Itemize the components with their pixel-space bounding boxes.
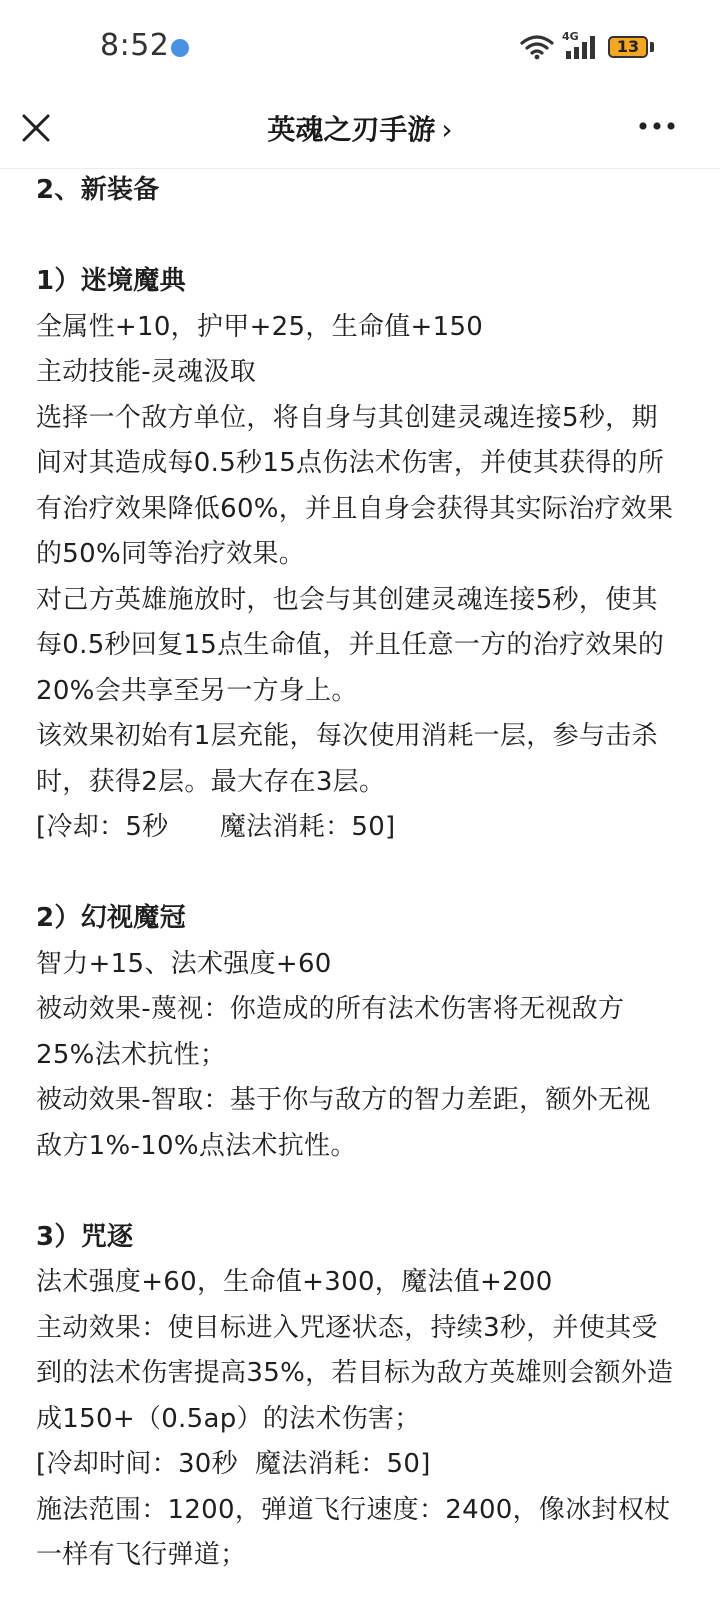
item-3-title: 3）咒逐: [36, 1221, 134, 1252]
item-2-passive-2: 被动效果-智取：基于你与敌方的智力差距，额外无视敌方1%-10%点法术抗性。: [36, 1085, 651, 1161]
item-3-range: 施法范围：1200，弹道飞行速度：2400，像冰封权杖一样有飞行弹道；: [36, 1494, 671, 1570]
top-nav-bar: [0, 96, 720, 169]
page-title-link[interactable]: [0, 108, 720, 148]
signal-icon: [562, 34, 598, 60]
item-3-stats: 法术强度+60，生命值+300，魔法值+200: [36, 1267, 553, 1297]
item-1-stats: 全属性+10，护甲+25，生命值+150: [36, 311, 484, 342]
item-3-active: 主动效果：使目标进入咒逐状态，持续3秒，并使其受到的法术伤害提高35%，若目标为敌方英雄则会额外造成150+（0.5ap）的法术伤害；: [36, 1312, 674, 1434]
section-title: 2、新装备: [36, 175, 160, 205]
more-icon[interactable]: [638, 120, 676, 132]
item-2-passive-1: 被动效果-蔑视：你造成的所有法术伤害将无视敌方25%法术抗性；: [36, 994, 625, 1070]
item-2-title: 2）幻视魔冠: [36, 903, 186, 933]
wifi-icon: [520, 34, 554, 60]
page-title: 英魂之刃手游: [267, 113, 436, 146]
item-2-stats: 智力+15、法术强度+60: [36, 948, 332, 979]
battery-tip: [650, 42, 654, 52]
item-3-cooldown: [冷却时间：30秒 魔法消耗：50]: [36, 1449, 431, 1479]
battery-icon: 13: [608, 36, 648, 58]
network-type-label: 4G: [562, 30, 579, 43]
item-1-skill: 主动技能-灵魂汲取: [36, 357, 257, 387]
item-1-desc-2: 对己方英雄施放时，也会与其创建灵魂连接5秒，使其每0.5秒回复15点生命值，并且任意一方的治疗效果的20%会共享至另一方身上。: [36, 584, 665, 706]
item-1-desc-3: 该效果初始有1层充能，每次使用消耗一层，参与击杀时，获得2层。最大存在3层。: [36, 721, 658, 797]
app-notification-icon: [171, 39, 189, 57]
status-bar: [0, 0, 720, 96]
item-1-cooldown: [冷却：5秒 魔法消耗：50]: [36, 812, 396, 842]
chevron-right-icon: ›: [441, 113, 453, 146]
article-body: [36, 168, 676, 1579]
item-1-title: 1）迷境魔典: [36, 266, 186, 296]
item-1-desc-1: 选择一个敌方单位，将自身与其创建灵魂连接5秒，期间对其造成每0.5秒15点伤法术伤害，并使其获得的所有治疗效果降低60%，并且自身会获得其实际治疗效果的50%同等治疗效果。: [36, 402, 674, 569]
status-time: 8:52: [100, 28, 170, 63]
